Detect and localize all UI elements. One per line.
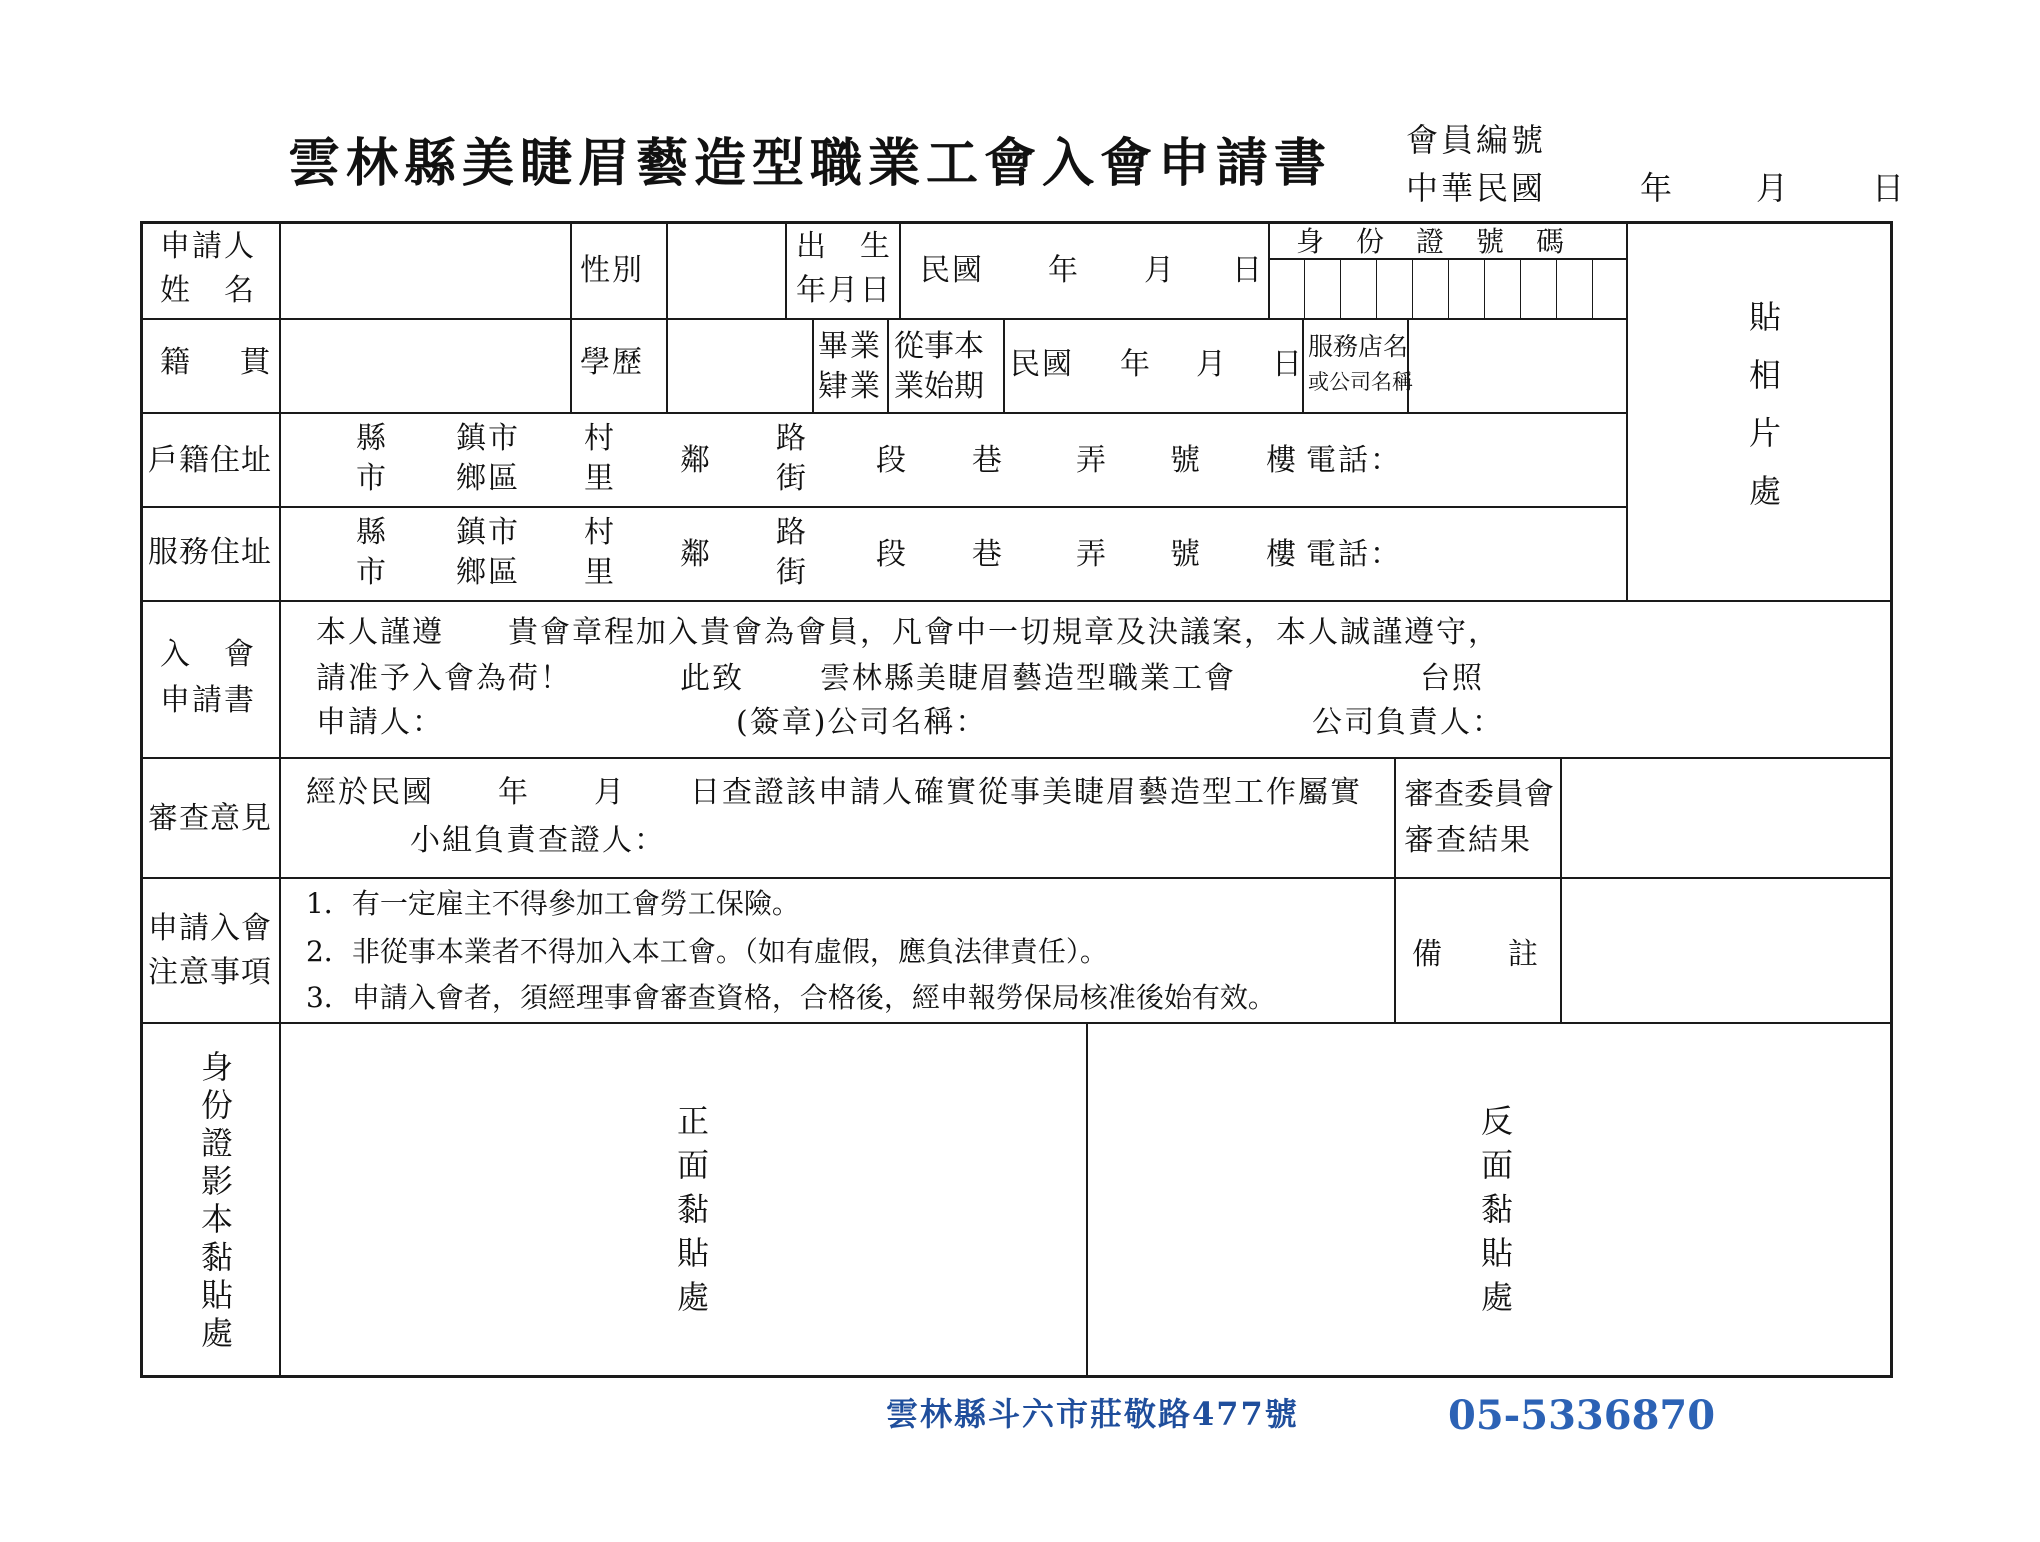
company-label-1: 服務店名 bbox=[1308, 332, 1409, 361]
photo-area-label: 貼相片處 bbox=[1744, 300, 1782, 532]
birth-month: 月 bbox=[1144, 253, 1176, 288]
applicant-name-label-2: 姓 名 bbox=[160, 273, 256, 308]
education-field[interactable] bbox=[668, 320, 810, 412]
note-item-2: 2．非從事本業者不得加入本工會。（如有虛假，應負法律責任）。 bbox=[306, 935, 1108, 968]
li-label: 里 bbox=[584, 461, 616, 496]
service-phone-label: 電話： bbox=[1306, 537, 1402, 572]
start-year: 年 bbox=[1120, 347, 1152, 382]
committee-result-field[interactable] bbox=[1562, 759, 1890, 877]
county-label: 縣 bbox=[356, 515, 388, 550]
start-day: 日 bbox=[1272, 347, 1304, 382]
start-month: 月 bbox=[1196, 347, 1228, 382]
start-era: 民國 bbox=[1010, 347, 1074, 382]
application-label-2: 申請書 bbox=[160, 683, 256, 718]
header-day: 日 bbox=[1872, 169, 1908, 207]
application-statement-line1: 本人謹遵 貴會章程加入貴會為會員，凡會中一切規章及決議案，本人誠謹遵守， bbox=[316, 615, 1500, 650]
birth-label-2: 年月日 bbox=[796, 273, 892, 308]
applicant-signature-label: 申請人： bbox=[316, 705, 444, 740]
lane-label: 巷 bbox=[972, 443, 1004, 478]
member-number-label: 會員編號 bbox=[1406, 121, 1547, 159]
header-year: 年 bbox=[1640, 169, 1676, 207]
section-label: 段 bbox=[876, 537, 908, 572]
township-label: 鄉區 bbox=[456, 555, 520, 590]
household-phone-label: 電話： bbox=[1306, 443, 1402, 478]
origin-label: 籍 貫 bbox=[160, 345, 280, 380]
alley-label: 弄 bbox=[1076, 443, 1108, 478]
neighborhood-label: 鄰 bbox=[680, 537, 712, 572]
company-name-label: (簽章)公司名稱： bbox=[736, 705, 988, 740]
remark-label: 備 註 bbox=[1412, 937, 1540, 972]
city-label: 市 bbox=[356, 461, 388, 496]
li-label: 里 bbox=[584, 555, 616, 590]
gender-field[interactable] bbox=[668, 224, 783, 318]
union-name: 雲林縣美睫眉藝造型職業工會 bbox=[820, 661, 1236, 696]
applicant-name-field[interactable] bbox=[282, 224, 568, 318]
town-label: 鎮市 bbox=[456, 515, 520, 550]
road-label: 路 bbox=[776, 515, 808, 550]
id-copy-label: 身份證影本黏貼處 bbox=[196, 1050, 234, 1354]
village-label: 村 bbox=[584, 421, 616, 456]
review-statement: 經於民國 年 月 日查證該申請人確實從事美睫眉藝造型工作屬實 bbox=[306, 775, 1362, 810]
lane-label: 巷 bbox=[972, 537, 1004, 572]
start-label-2: 業始期 bbox=[894, 369, 984, 404]
applicant-name-label-1: 申請人 bbox=[160, 229, 256, 264]
form-title: 雲林縣美睫眉藝造型職業工會入會申請書 bbox=[288, 133, 1333, 194]
company-label-2: 或公司名稱 bbox=[1308, 370, 1413, 394]
neighborhood-label: 鄰 bbox=[680, 443, 712, 478]
service-address-label: 服務住址 bbox=[148, 535, 272, 570]
id-number-field[interactable] bbox=[1270, 260, 1626, 318]
section-label: 段 bbox=[876, 443, 908, 478]
note-item-1: 1．有一定雇主不得參加工會勞工保險。 bbox=[306, 887, 800, 920]
company-owner-label: 公司負責人： bbox=[1312, 705, 1504, 740]
graduate-label: 畢業 bbox=[818, 329, 882, 364]
header-month: 月 bbox=[1756, 169, 1792, 207]
attended-label: 肄業 bbox=[818, 369, 882, 404]
township-label: 鄉區 bbox=[456, 461, 520, 496]
village-label: 村 bbox=[584, 515, 616, 550]
front-paste-area[interactable] bbox=[282, 1024, 1084, 1375]
company-field[interactable] bbox=[1409, 320, 1626, 412]
town-label: 鎮市 bbox=[456, 421, 520, 456]
birth-era: 民國 bbox=[920, 253, 984, 288]
committee-label-1: 審查委員會 bbox=[1404, 777, 1554, 812]
verifier-label: 小組負責查證人： bbox=[410, 823, 666, 858]
alley-label: 弄 bbox=[1076, 537, 1108, 572]
city-label: 市 bbox=[356, 555, 388, 590]
floor-label: 樓 bbox=[1266, 537, 1298, 572]
street-label: 街 bbox=[776, 461, 808, 496]
gender-label: 性別 bbox=[580, 253, 644, 288]
committee-label-2: 審查結果 bbox=[1404, 823, 1532, 858]
back-paste-area[interactable] bbox=[1088, 1024, 1890, 1375]
origin-field[interactable] bbox=[282, 320, 568, 412]
remark-field[interactable] bbox=[1562, 879, 1890, 1022]
review-label: 審查意見 bbox=[148, 801, 272, 836]
street-label: 街 bbox=[776, 555, 808, 590]
application-statement-line2a: 請准予入會為荷！ bbox=[316, 661, 572, 696]
birth-year: 年 bbox=[1048, 253, 1080, 288]
household-address-label: 戶籍住址 bbox=[148, 443, 272, 478]
birth-label-1: 出 生 bbox=[796, 229, 892, 264]
application-label-1: 入 會 bbox=[160, 637, 256, 672]
number-label: 號 bbox=[1170, 443, 1202, 478]
id-number-label: 身 份 證 號 碼 bbox=[1296, 225, 1567, 258]
county-label: 縣 bbox=[356, 421, 388, 456]
photo-area[interactable] bbox=[1628, 224, 1890, 600]
birth-day: 日 bbox=[1232, 253, 1264, 288]
road-label: 路 bbox=[776, 421, 808, 456]
application-statement-line2d: 台照 bbox=[1420, 661, 1484, 696]
notes-label-1: 申請入會 bbox=[148, 911, 272, 946]
floor-label: 樓 bbox=[1266, 443, 1298, 478]
number-label: 號 bbox=[1170, 537, 1202, 572]
note-item-3: 3．申請入會者，須經理事會審查資格，合格後，經申報勞保局核准後始有效。 bbox=[306, 981, 1276, 1014]
footer-phone: 05-5336870 bbox=[1448, 1392, 1716, 1439]
application-statement-line2b: 此致 bbox=[680, 661, 744, 696]
notes-label-2: 注意事項 bbox=[148, 955, 272, 990]
education-label: 學歷 bbox=[580, 345, 644, 380]
back-paste-label: 反面黏貼處 bbox=[1476, 1104, 1514, 1324]
header-era: 中華民國 bbox=[1406, 169, 1547, 207]
front-paste-label: 正面黏貼處 bbox=[672, 1104, 710, 1324]
footer-address: 雲林縣斗六市莊敬路477號 bbox=[886, 1395, 1299, 1433]
start-label-1: 從事本 bbox=[894, 329, 984, 364]
